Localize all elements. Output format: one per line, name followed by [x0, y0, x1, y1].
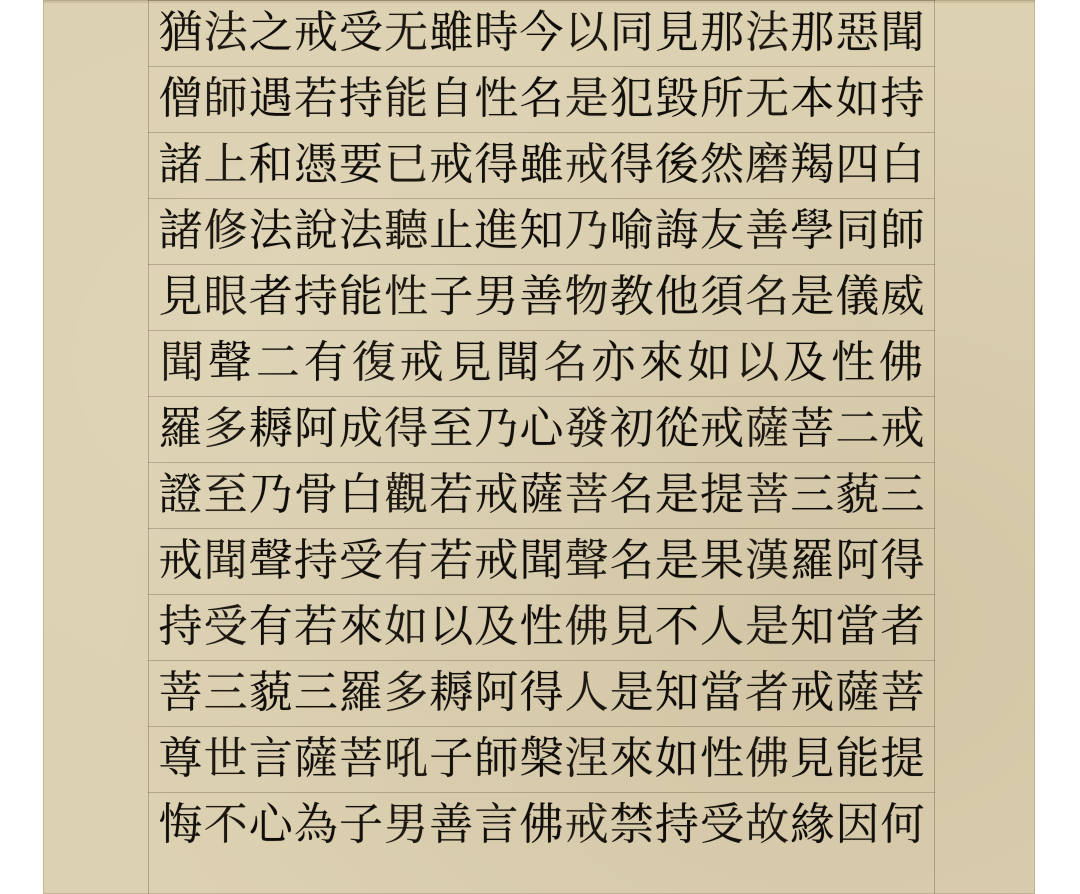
calligraphy-character: 師 — [880, 204, 925, 256]
calligraphy-character: 阿 — [835, 534, 880, 586]
calligraphy-character: 受 — [203, 600, 248, 652]
calligraphy-character: 薩 — [519, 468, 564, 520]
calligraphy-character: 那 — [790, 6, 835, 58]
calligraphy-character: 戒 — [474, 534, 519, 586]
calligraphy-character: 世 — [203, 732, 248, 784]
calligraphy-character: 磨 — [745, 138, 790, 190]
calligraphy-character: 性 — [384, 270, 429, 322]
calligraphy-character: 佛 — [745, 732, 790, 784]
calligraphy-character: 自 — [429, 72, 474, 124]
calligraphy-character: 是 — [654, 468, 699, 520]
calligraphy-character: 法 — [203, 6, 248, 58]
calligraphy-character: 受 — [338, 534, 383, 586]
calligraphy-character: 憑 — [293, 138, 338, 190]
calligraphy-character: 喻 — [609, 204, 654, 256]
calligraphy-character: 和 — [248, 138, 293, 190]
calligraphy-character: 三 — [790, 468, 835, 520]
calligraphy-character: 是 — [564, 72, 609, 124]
calligraphy-character: 耨 — [429, 666, 474, 718]
calligraphy-character: 誨 — [654, 204, 699, 256]
calligraphy-character: 性 — [699, 732, 744, 784]
calligraphy-character: 證 — [158, 468, 203, 520]
text-row — [148, 594, 935, 660]
calligraphy-character: 薩 — [835, 666, 880, 718]
calligraphy-character: 不 — [654, 600, 699, 652]
calligraphy-character: 見 — [609, 600, 654, 652]
calligraphy-character: 菩 — [158, 666, 203, 718]
calligraphy-character: 今 — [519, 6, 564, 58]
text-row — [148, 462, 935, 528]
calligraphy-character: 僧 — [158, 72, 203, 124]
calligraphy-character: 聞 — [159, 336, 204, 388]
calligraphy-character: 薩 — [293, 732, 338, 784]
calligraphy-character: 名 — [745, 270, 790, 322]
calligraphy-character: 戒 — [474, 468, 519, 520]
calligraphy-character: 物 — [564, 270, 609, 322]
calligraphy-character: 是 — [609, 666, 654, 718]
calligraphy-character: 來 — [639, 336, 684, 388]
calligraphy-character: 得 — [519, 666, 564, 718]
calligraphy-character: 性 — [519, 600, 564, 652]
calligraphy-character: 見 — [790, 732, 835, 784]
calligraphy-character: 復 — [351, 336, 396, 388]
calligraphy-character: 來 — [609, 732, 654, 784]
calligraphy-character: 三 — [203, 666, 248, 718]
calligraphy-character: 惡 — [835, 6, 880, 58]
calligraphy-character: 人 — [564, 666, 609, 718]
calligraphy-character: 之 — [248, 6, 293, 58]
calligraphy-character: 善 — [519, 270, 564, 322]
calligraphy-character: 提 — [699, 468, 744, 520]
calligraphy-character: 知 — [519, 204, 564, 256]
calligraphy-character: 如 — [835, 72, 880, 124]
text-row — [148, 792, 935, 858]
calligraphy-character: 乃 — [248, 468, 293, 520]
calligraphy-character: 法 — [248, 204, 293, 256]
calligraphy-character: 无 — [384, 6, 429, 58]
calligraphy-character: 善 — [745, 204, 790, 256]
calligraphy-character: 菩 — [338, 732, 383, 784]
calligraphy-character: 當 — [699, 666, 744, 718]
calligraphy-character: 聲 — [248, 534, 293, 586]
calligraphy-character: 能 — [338, 270, 383, 322]
calligraphy-character: 戒 — [564, 138, 609, 190]
calligraphy-character: 戒 — [399, 336, 444, 388]
calligraphy-character: 不 — [203, 798, 248, 850]
calligraphy-character: 以 — [429, 600, 474, 652]
calligraphy-character: 白 — [338, 468, 383, 520]
calligraphy-character: 若 — [429, 468, 474, 520]
calligraphy-character: 得 — [880, 534, 925, 586]
calligraphy-character: 羯 — [790, 138, 835, 190]
calligraphy-character: 阿 — [474, 666, 519, 718]
calligraphy-character: 聞 — [519, 534, 564, 586]
calligraphy-character: 毀 — [654, 72, 699, 124]
calligraphy-character: 藐 — [248, 666, 293, 718]
calligraphy-character: 聲 — [564, 534, 609, 586]
calligraphy-character: 師 — [203, 72, 248, 124]
calligraphy-character: 然 — [699, 138, 744, 190]
calligraphy-character: 學 — [790, 204, 835, 256]
calligraphy-character: 若 — [429, 534, 474, 586]
calligraphy-character: 見 — [158, 270, 203, 322]
calligraphy-character: 猶 — [158, 6, 203, 58]
calligraphy-character: 友 — [699, 204, 744, 256]
calligraphy-character: 戒 — [293, 6, 338, 58]
calligraphy-character: 多 — [384, 666, 429, 718]
calligraphy-character: 得 — [474, 138, 519, 190]
calligraphy-character: 名 — [519, 72, 564, 124]
calligraphy-character: 子 — [429, 732, 474, 784]
calligraphy-character: 羅 — [790, 534, 835, 586]
calligraphy-character: 及 — [783, 336, 828, 388]
calligraphy-character: 同 — [835, 204, 880, 256]
calligraphy-character: 菩 — [790, 402, 835, 454]
calligraphy-character: 眼 — [203, 270, 248, 322]
calligraphy-character: 多 — [203, 402, 248, 454]
calligraphy-character: 菩 — [880, 666, 925, 718]
text-row — [148, 660, 935, 726]
text-row — [148, 726, 935, 792]
calligraphy-character: 諸 — [158, 138, 203, 190]
calligraphy-character: 持 — [654, 798, 699, 850]
calligraphy-character: 犯 — [609, 72, 654, 124]
calligraphy-character: 法 — [338, 204, 383, 256]
calligraphy-character: 見 — [447, 336, 492, 388]
calligraphy-character: 以 — [735, 336, 780, 388]
calligraphy-character: 名 — [609, 534, 654, 586]
calligraphy-character: 亦 — [591, 336, 636, 388]
calligraphy-character: 受 — [699, 798, 744, 850]
calligraphy-character: 是 — [790, 270, 835, 322]
calligraphy-character: 提 — [880, 732, 925, 784]
calligraphy-character: 成 — [338, 402, 383, 454]
calligraphy-character: 者 — [880, 600, 925, 652]
calligraphy-character: 戒 — [564, 798, 609, 850]
calligraphy-character: 緣 — [790, 798, 835, 850]
calligraphy-character: 要 — [338, 138, 383, 190]
calligraphy-character: 能 — [384, 72, 429, 124]
calligraphy-character: 從 — [654, 402, 699, 454]
calligraphy-character: 性 — [831, 336, 876, 388]
calligraphy-character: 所 — [699, 72, 744, 124]
calligraphy-character: 悔 — [158, 798, 203, 850]
calligraphy-character: 持 — [338, 72, 383, 124]
calligraphy-character: 三 — [293, 666, 338, 718]
text-row — [148, 66, 935, 132]
calligraphy-character: 三 — [880, 468, 925, 520]
text-row — [148, 528, 935, 594]
calligraphy-character: 上 — [203, 138, 248, 190]
calligraphy-character: 有 — [248, 600, 293, 652]
calligraphy-character: 若 — [293, 72, 338, 124]
calligraphy-character: 吼 — [384, 732, 429, 784]
calligraphy-character: 子 — [338, 798, 383, 850]
calligraphy-character: 何 — [880, 798, 925, 850]
calligraphy-character: 知 — [790, 600, 835, 652]
calligraphy-character: 佛 — [564, 600, 609, 652]
calligraphy-character: 名 — [609, 468, 654, 520]
calligraphy-character: 二 — [835, 402, 880, 454]
calligraphy-character: 是 — [745, 600, 790, 652]
calligraphy-character: 發 — [564, 402, 609, 454]
text-row — [148, 0, 935, 66]
calligraphy-character: 至 — [429, 402, 474, 454]
calligraphy-character: 者 — [248, 270, 293, 322]
calligraphy-character: 本 — [790, 72, 835, 124]
calligraphy-character: 聞 — [203, 534, 248, 586]
calligraphy-character: 菩 — [564, 468, 609, 520]
calligraphy-character: 得 — [609, 138, 654, 190]
calligraphy-character: 槃 — [519, 732, 564, 784]
calligraphy-character: 觀 — [384, 468, 429, 520]
calligraphy-character: 止 — [429, 204, 474, 256]
calligraphy-character: 白 — [880, 138, 925, 190]
calligraphy-character: 佛 — [879, 336, 924, 388]
calligraphy-character: 雖 — [429, 6, 474, 58]
calligraphy-character: 如 — [687, 336, 732, 388]
calligraphy-character: 羅 — [158, 402, 203, 454]
calligraphy-character: 骨 — [293, 468, 338, 520]
calligraphy-character: 羅 — [338, 666, 383, 718]
calligraphy-character: 後 — [654, 138, 699, 190]
calligraphy-character: 持 — [880, 72, 925, 124]
calligraphy-character: 如 — [654, 732, 699, 784]
calligraphy-character: 聞 — [495, 336, 540, 388]
text-row — [148, 198, 935, 264]
calligraphy-character: 者 — [745, 666, 790, 718]
calligraphy-character: 戒 — [699, 402, 744, 454]
calligraphy-character: 法 — [745, 6, 790, 58]
calligraphy-character: 言 — [474, 798, 519, 850]
calligraphy-character: 聲 — [207, 336, 252, 388]
calligraphy-character: 知 — [654, 666, 699, 718]
calligraphy-character: 果 — [699, 534, 744, 586]
text-row — [148, 264, 935, 330]
calligraphy-character: 聞 — [880, 6, 925, 58]
calligraphy-character: 言 — [248, 732, 293, 784]
calligraphy-character: 戒 — [158, 534, 203, 586]
calligraphy-character: 藐 — [835, 468, 880, 520]
calligraphy-character: 至 — [203, 468, 248, 520]
text-row — [148, 396, 935, 462]
calligraphy-character: 見 — [654, 6, 699, 58]
calligraphy-character: 說 — [293, 204, 338, 256]
calligraphy-character: 是 — [654, 534, 699, 586]
calligraphy-character: 禁 — [609, 798, 654, 850]
calligraphy-character: 受 — [338, 6, 383, 58]
calligraphy-character: 已 — [384, 138, 429, 190]
calligraphy-character: 有 — [303, 336, 348, 388]
calligraphy-character: 初 — [609, 402, 654, 454]
text-row — [148, 132, 935, 198]
calligraphy-character: 耨 — [248, 402, 293, 454]
calligraphy-character: 无 — [745, 72, 790, 124]
calligraphy-character: 聽 — [384, 204, 429, 256]
calligraphy-character: 持 — [158, 600, 203, 652]
calligraphy-character: 諸 — [158, 204, 203, 256]
calligraphy-character: 男 — [384, 798, 429, 850]
calligraphy-character: 因 — [835, 798, 880, 850]
calligraphy-character: 人 — [699, 600, 744, 652]
calligraphy-character: 佛 — [519, 798, 564, 850]
calligraphy-character: 師 — [474, 732, 519, 784]
calligraphy-character: 乃 — [564, 204, 609, 256]
calligraphy-character: 須 — [699, 270, 744, 322]
text-row — [148, 330, 935, 396]
calligraphy-character: 以 — [564, 6, 609, 58]
calligraphy-character: 心 — [248, 798, 293, 850]
calligraphy-character: 及 — [474, 600, 519, 652]
calligraphy-character: 來 — [338, 600, 383, 652]
calligraphy-character: 戒 — [880, 402, 925, 454]
calligraphy-character: 為 — [293, 798, 338, 850]
calligraphy-character: 雖 — [519, 138, 564, 190]
calligraphy-character: 男 — [474, 270, 519, 322]
calligraphy-character: 如 — [384, 600, 429, 652]
calligraphy-character: 他 — [654, 270, 699, 322]
calligraphy-character: 得 — [384, 402, 429, 454]
calligraphy-character: 當 — [835, 600, 880, 652]
calligraphy-character: 漢 — [745, 534, 790, 586]
calligraphy-character: 性 — [474, 72, 519, 124]
calligraphy-character: 菩 — [745, 468, 790, 520]
calligraphy-character: 能 — [835, 732, 880, 784]
calligraphy-character: 善 — [429, 798, 474, 850]
calligraphy-character: 子 — [429, 270, 474, 322]
calligraphy-character: 薩 — [745, 402, 790, 454]
calligraphy-character: 戒 — [429, 138, 474, 190]
calligraphy-character: 四 — [835, 138, 880, 190]
calligraphy-character: 故 — [745, 798, 790, 850]
calligraphy-character: 若 — [293, 600, 338, 652]
calligraphy-character: 儀 — [835, 270, 880, 322]
calligraphy-character: 阿 — [293, 402, 338, 454]
calligraphy-character: 乃 — [474, 402, 519, 454]
calligraphy-character: 持 — [293, 534, 338, 586]
calligraphy-character: 那 — [699, 6, 744, 58]
calligraphy-character: 涅 — [564, 732, 609, 784]
calligraphy-character: 進 — [474, 204, 519, 256]
calligraphy-character: 教 — [609, 270, 654, 322]
calligraphy-character: 二 — [255, 336, 300, 388]
calligraphy-character: 有 — [384, 534, 429, 586]
calligraphy-character: 威 — [880, 270, 925, 322]
calligraphy-character: 心 — [519, 402, 564, 454]
calligraphy-character: 時 — [474, 6, 519, 58]
calligraphy-character: 持 — [293, 270, 338, 322]
calligraphy-character: 遇 — [248, 72, 293, 124]
calligraphy-character: 同 — [609, 6, 654, 58]
calligraphy-character: 尊 — [158, 732, 203, 784]
calligraphy-character: 名 — [543, 336, 588, 388]
calligraphy-character: 修 — [203, 204, 248, 256]
calligraphy-character: 戒 — [790, 666, 835, 718]
